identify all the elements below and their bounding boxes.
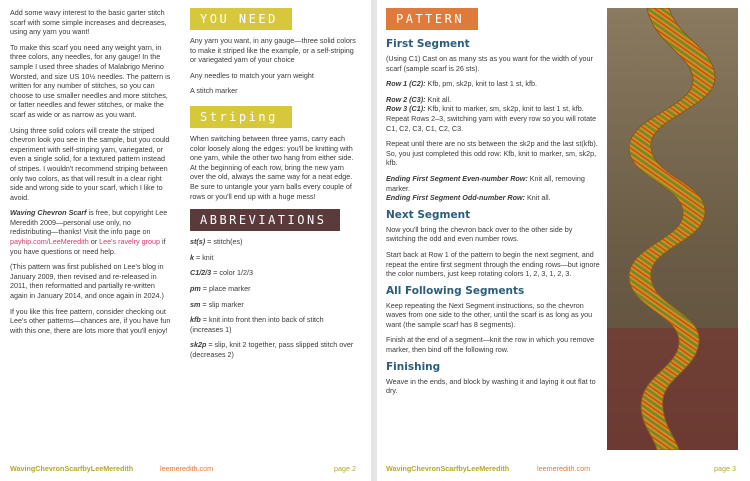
finishing-p1: Weave in the ends, and block by washing it and laying it out flat to dry. (386, 376, 596, 396)
footer-site[interactable]: leemeredith.com (537, 464, 591, 473)
pattern-name: Waving Chevron Scarf (10, 208, 87, 218)
right-page (377, 0, 750, 481)
abbr-item: k = knit (190, 252, 214, 262)
striping-paragraph: When switching between three yarns, carry each color loosely along the edges: you'll be knitting with one yarn, while the other two hang from either side. At the beginning of each row, bring the new yarn over the old, always the same way for a neat edge. Be sure to untangle your yarn balls every couple of rows or you'll end up with a huge mess! (190, 133, 354, 201)
first-segment-heading: First Segment (386, 38, 470, 50)
abbreviations-banner: ABBREVIATIONS (190, 209, 340, 231)
copyright-text-c: if you have questions or need help. (10, 237, 166, 256)
repeat-paragraph: Repeat until there are no sts between the sk2p and the last st(kfb). So, you just completed this odd row: Kfb, knit to marker, sm, sk2p, kfb. (386, 139, 598, 168)
right-column (190, 8, 358, 365)
history-paragraph: (This pattern was first published on Lee's blog in January 2009, then revised and re-released in 2011, then reformatted and partially re-written again in January 2014, and once again in 2024.) (10, 262, 164, 301)
striping-banner: Striping (190, 106, 292, 128)
ravelry-group-link[interactable]: Lee's ravelry group (99, 237, 161, 247)
row1-instruction: Row 1 (C2): Kfb, pm, sk2p, knit to last 1 st, kfb. (386, 79, 537, 89)
next-segment-p2: Start back at Row 1 of the pattern to begin the next segment, and repeat the entire first segment through the ending rows—but ignore the color numbers, just keep rotating colors 1, 2, 3, 1, 2, 3. (386, 249, 600, 279)
pattern-banner: PATTERN (386, 8, 478, 30)
left-page (0, 0, 371, 481)
abbr-item: pm = place marker (190, 283, 251, 293)
following-segments-heading: All Following Segments (386, 284, 525, 297)
footer-page-number: page 2 (334, 464, 356, 473)
copyright-paragraph (10, 208, 172, 256)
payhip-link[interactable]: payhip.com/LeeMeredith (10, 237, 89, 247)
footer-title: WavingChevronScarfbyLeeMeredith (386, 464, 510, 473)
next-segment-p1: Now you'll bring the chevron back over to the other side by switching the odd and even number rows. (386, 224, 573, 244)
following-p2: Finish at the end of a segment—knit the row in which you remove marker, then bind off the following row. (386, 335, 595, 355)
copyright-text-b: or (88, 237, 100, 247)
next-segment-heading: Next Segment (386, 208, 471, 221)
you-need-needles: Any needles to match your yarn weight (190, 70, 314, 80)
abbr-item: C1/2/3 = color 1/2/3 (190, 268, 253, 278)
colors-paragraph: Using three solid colors will create the striped chevron look you see in the sample, but you could experiment with self-striping yarn, variegated, or even a single solid, for a textured pattern instead of stripes. I wouldn't recommend striping between only two colors, as that will result in a clear right side and wrong side to your scarf, which I like to avoid. (10, 125, 170, 202)
pattern-column (386, 8, 602, 402)
footer-site[interactable]: leemeredith.com (160, 464, 214, 473)
intro-paragraph: Add some wavy interest to the basic garter stitch scarf with some simple increases and decreases, using any yarn you want! (10, 8, 167, 37)
rows2-3-instruction: Row 2 (C3): Knit all. Row 3 (C1): Kfb, knit to marker, sm, sk2p, knit to last 1 st, kfb. Repeat Rows 2–3, switching yarn with every row so you will rotate C1, C2, C3, C1, C2, C3. (386, 94, 597, 133)
abbr-item: kfb = knit into front then into back of stitch (increases 1) (190, 315, 324, 334)
following-p1: Keep repeating the Next Segment instructions, so the chevron waves from one side to the other, until the scarf is as long as you want (the sample scarf has 8 segments). (386, 300, 593, 329)
abbr-item: st(s) = stitch(es) (190, 237, 243, 247)
other-patterns-paragraph: If you like this free pattern, consider checking out Lee's other patterns—chances are, if you have fun with this one, there are lots more that you'll enjoy! (10, 306, 171, 335)
you-need-marker: A stitch marker (190, 86, 238, 96)
you-need-yarn: Any yarn you want, in any gauge—three solid colors to make it striped like the example, or a self-striping or variegated yarn of your choice (190, 36, 356, 65)
abbr-item: sm = slip marker (190, 299, 244, 309)
you-need-banner: YOU NEED (190, 8, 292, 30)
cast-on-paragraph: (Using C1) Cast on as many sts as you want for the width of your scarf (sample scarf is 26 sts). (386, 54, 593, 73)
footer-page-number: page 3 (714, 464, 736, 473)
abbr-item: sk2p = slip, knit 2 together, pass slipped stitch over (decreases 2) (190, 340, 354, 359)
footer-title: WavingChevronScarfbyLeeMeredith (10, 464, 134, 473)
scarf-illustration (607, 8, 738, 450)
scarf-photo (607, 8, 738, 450)
copyright-text-a: is free, but copyright Lee Meredith 2009—personal use only, no redistributing—thanks! Visit the info page on (10, 208, 168, 237)
even-row-instruction: Ending First Segment Even-number Row: Knit all, removing marker. Ending First Segment Odd-number Row: Knit all. (386, 173, 585, 203)
left-column (10, 8, 172, 341)
finishing-heading: Finishing (386, 360, 441, 373)
materials-paragraph: To make this scarf you need any weight yarn, in three colors, any needles, for any gauge! In the sample I used three shades of Malabrigo Merino Worsted, and size US 10½ needles. The pattern is written for any number of stitches, so you can choose to use smaller needles and more stitches, or fatter needles and fewer stitches, or make the scarf as wide or as narrow as you want. (10, 42, 171, 119)
